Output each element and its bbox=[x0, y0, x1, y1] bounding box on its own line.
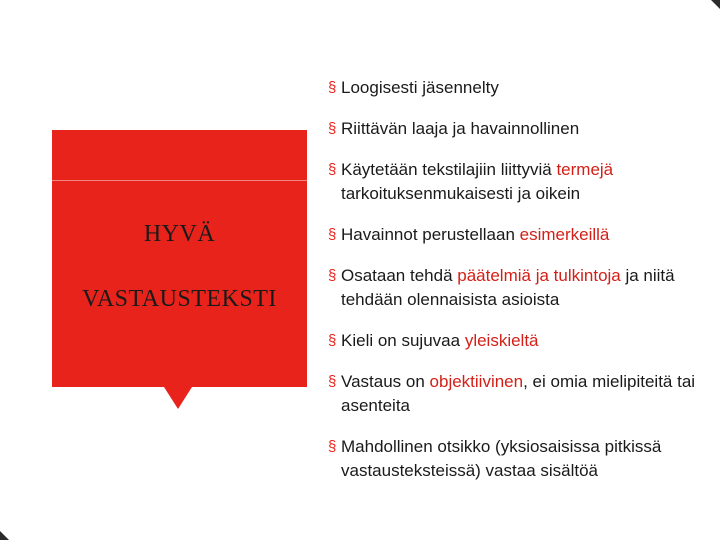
bullet-text: Osataan tehdä bbox=[341, 266, 458, 285]
bullet-item bbox=[328, 329, 708, 353]
bullet-text: Vastaus on bbox=[341, 372, 430, 391]
title-line-2: VASTAUSTEKSTI bbox=[82, 286, 277, 312]
bullet-marker-icon: § bbox=[328, 161, 337, 178]
bullet-text: Loogisesti jäsennelty bbox=[341, 78, 499, 97]
bullet-text: ja niitä tehdään olennaisista asioista bbox=[341, 266, 675, 309]
title-pointer bbox=[164, 387, 192, 409]
bullet-item bbox=[328, 264, 708, 312]
bullet-text: Mahdollinen otsikko (yksiosaisissa pitkissä vastausteksteissä) vastaa sisältöä bbox=[341, 437, 662, 480]
title-line-1: HYVÄ bbox=[143, 221, 216, 247]
bullet-marker-icon: § bbox=[328, 267, 337, 284]
corner-decoration bbox=[0, 531, 9, 540]
bullet-text: Riittävän laaja ja havainnollinen bbox=[341, 119, 580, 138]
bullet-text: Havainnot perustellaan bbox=[341, 225, 520, 244]
bullet-marker-icon: § bbox=[328, 226, 337, 243]
highlighted-term: esimerkeillä bbox=[519, 225, 610, 244]
bullet-text: tarkoituksenmukaisesti ja oikein bbox=[341, 184, 581, 203]
bullet-item bbox=[328, 435, 708, 483]
highlighted-term: objektiivinen bbox=[429, 372, 524, 391]
highlighted-term: yleiskieltä bbox=[464, 331, 539, 350]
bullet-marker-icon: § bbox=[328, 373, 337, 390]
bullet-item bbox=[328, 158, 708, 206]
bullet-marker-icon: § bbox=[328, 120, 337, 137]
title-box bbox=[52, 130, 307, 387]
bullet-item bbox=[328, 76, 708, 100]
bullet-text: Käytetään tekstilajiin liittyviä bbox=[341, 160, 557, 179]
bullet-marker-icon: § bbox=[328, 79, 337, 96]
bullet-marker-icon: § bbox=[328, 438, 337, 455]
corner-decoration bbox=[711, 0, 720, 9]
bullet-list bbox=[328, 76, 708, 500]
highlighted-term: päätelmiä ja tulkintoja bbox=[457, 266, 621, 285]
bullet-marker-icon: § bbox=[328, 332, 337, 349]
bullet-item bbox=[328, 370, 708, 418]
bullet-item bbox=[328, 223, 708, 247]
bullet-text: , ei omia mielipiteitä tai asenteita bbox=[341, 372, 696, 415]
highlighted-term: termejä bbox=[556, 160, 614, 179]
divider bbox=[52, 180, 307, 181]
bullet-item bbox=[328, 117, 708, 141]
bullet-text: Kieli on sujuvaa bbox=[341, 331, 465, 350]
